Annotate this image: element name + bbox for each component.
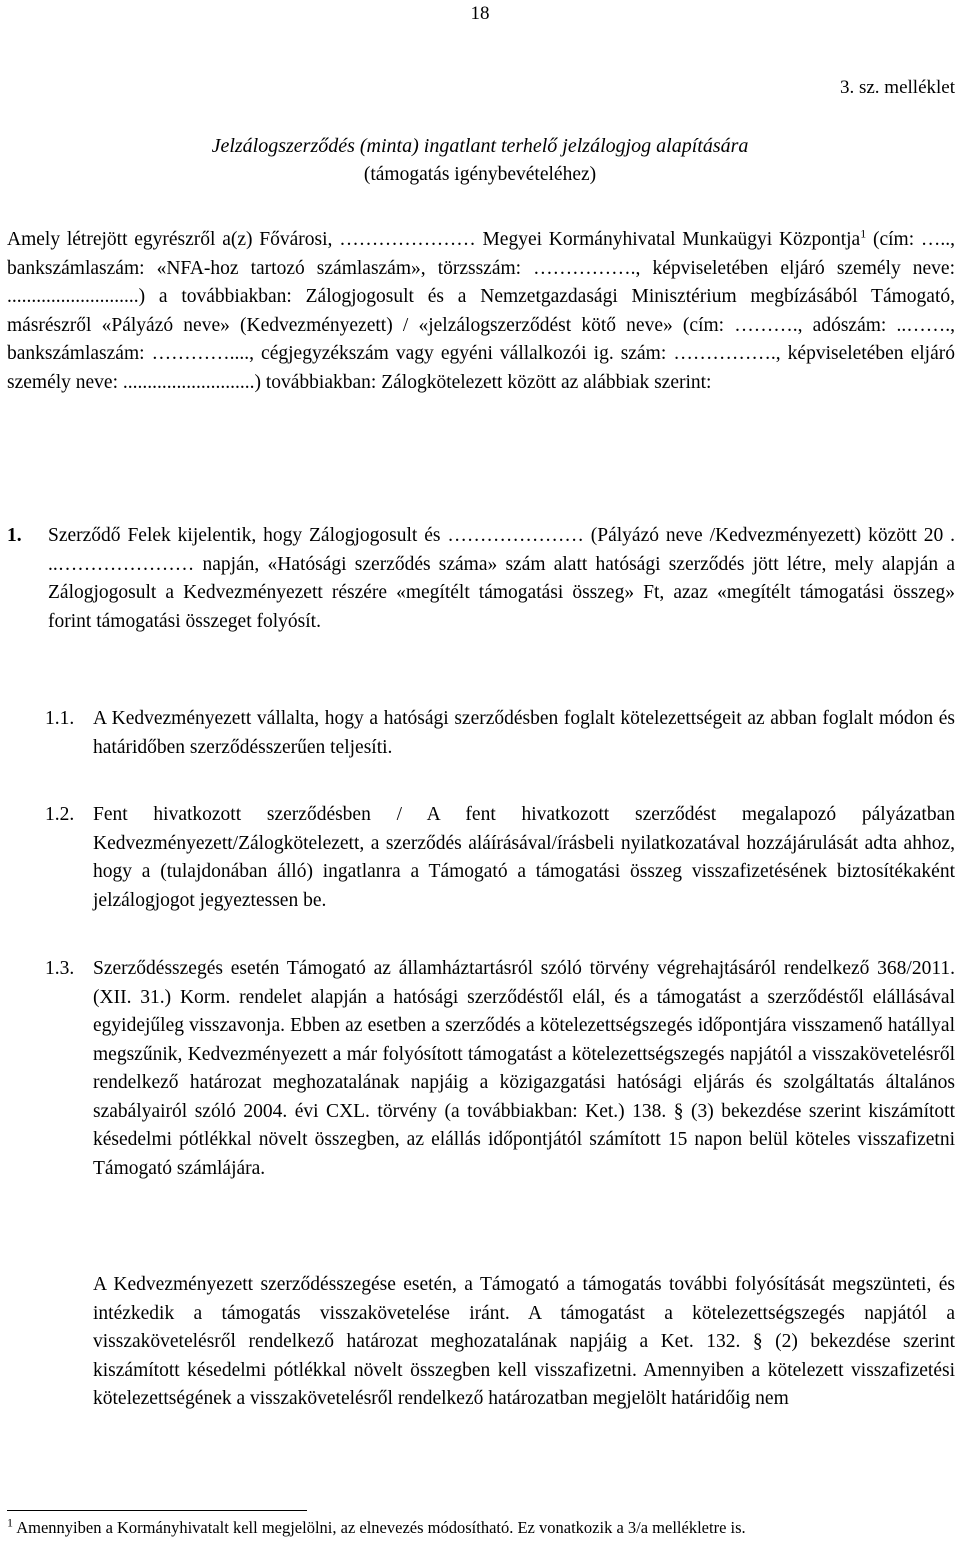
section-1-number: 1. (7, 525, 22, 546)
footnote-divider (7, 1510, 307, 1511)
document-title: Jelzálogszerződés (minta) ingatlant terhelő jelzálogjog alapítására (211, 135, 749, 157)
subsection-1-3 (45, 955, 955, 1183)
subsection-number: 1.1. (45, 708, 75, 729)
subsection-text: A Kedvezményezett vállalta, hogy a hatósági szerződésben foglalt kötelezettségeit az abban foglalt módon és határidőben szerződésszerűen teljesíti. (93, 708, 955, 758)
intro-paragraph (7, 226, 955, 397)
subsection-1-1 (45, 705, 955, 762)
annex-label: 3. sz. melléklet (839, 77, 955, 98)
subsection-number: 1.2. (45, 804, 75, 825)
footnote-marker: 1 (7, 1515, 13, 1530)
intro-text-part2: (cím: ….., bankszámlaszám: «NFA-hoz tartozó számlaszám», törzsszám: ……………., képviseletében eljáró személy neve: ...........................) a továbbiakban: Zálogjogosult és a Nemzetgazdasági Minisztérium megbízásából Támogató, másrészről «Pályázó neve» (Kedvezményezett) / «jelzálogszerződést kötő neve» (cím: ………., adószám: ..……., bankszámlaszám: …………...., cégjegyzékszám vagy egyéni vállalkozói ig. szám: ……………., képviseletében eljáró személy neve: ...........................) továbbiakban: Zálogkötelezett között az alábbiak szerint: (7, 229, 956, 393)
subsection-text: Fent hivatkozott szerződésben / A fent hivatkozott szerződést megalapozó pályázatban Kedvezményezett/Zálogkötelezett, a szerződés aláírásával/írásbeli nyilatkozatával hozzájárulását adta ahhoz, hogy a (tulajdonában álló) ingatlanra a Támogató a támogatási összeg visszafizetésének biztosítékaként jelzálogjogot jegyeztessen be. (93, 804, 955, 911)
document-subtitle: (támogatás igénybevételéhez) (363, 164, 597, 185)
footnote-text: Amennyiben a Kormányhivatalt kell megjelölni, az elnevezés módosítható. Ez vonatkozik a 3/a mellékletre is. (13, 1518, 746, 1537)
subsection-1-2 (45, 801, 955, 915)
footnote-reference: 1 (860, 226, 867, 241)
section-1-text: Szerződő Felek kijelentik, hogy Zálogjogosult és ………………… (Pályázó neve /Kedvezményezett) között 20 . ..………………… napján, «Hatósági szerződés száma» szám alatt hatósági szerződés jött létre, mely alapján a Zálogjogosult a Kedvezményezett részére «megítélt támogatási összeg» Ft, azaz «megítélt támogatási összeg» forint támogatási összeget folyósít. (48, 525, 955, 632)
intro-text-part1: Amely létrejött egyrészről a(z) Fővárosi, ………………… Megyei Kormányhivatal Munkaügyi Központja (7, 229, 861, 250)
subsection-number: 1.3. (45, 958, 75, 979)
section-1 (7, 522, 955, 636)
continuation-paragraph: A Kedvezményezett szerződésszegése esetén, a Támogató a támogatás további folyósítását megszünteti, és intézkedik a támogatás visszakövetelése iránt. A támogatást a kötelezettségszegés napjától a visszakövetelésről rendelkező határozat meghozatalának napjáig a Ket. 132. § (2) bekezdése szerint kiszámított késedelmi pótlékkal növelt összegben kell visszafizetni. Amennyiben a kötelezett visszafizetési kötelezettségének a visszakövetelésről rendelkező határozatban megjelölt határidőig nem (93, 1274, 955, 1409)
subsection-text: Szerződésszegés esetén Támogató az államháztartásról szóló törvény végrehajtásáról rendelkező 368/2011. (XII. 31.) Korm. rendelet alapján a hatósági szerződéstől elál, és a támogatást a szerződéstől elállásával egyidejűleg visszavonja. Ebben az esetben a szerződés a kötelezettségszegés időpontjára visszamenő hatállyal megszűnik, Kedvezményezett a már folyósított támogatást a kötelezettségszegés napjától a visszakövetelésről rendelkező határozat meghozatalának napjáig a közigazgatási hatósági eljárás és szolgáltatás általános szabályairól szóló 2004. évi CXL. törvény (a továbbiakban: Ket.) 138. § (3) bekezdése szerint kiszámított késedelmi pótlékkal növelt összegben, az elállás időpontjától számított 15 napon belül köteles visszafizetni Támogató számlájára. (93, 958, 955, 1179)
footnote (7, 1517, 955, 1539)
page-number: 18 (470, 3, 490, 24)
